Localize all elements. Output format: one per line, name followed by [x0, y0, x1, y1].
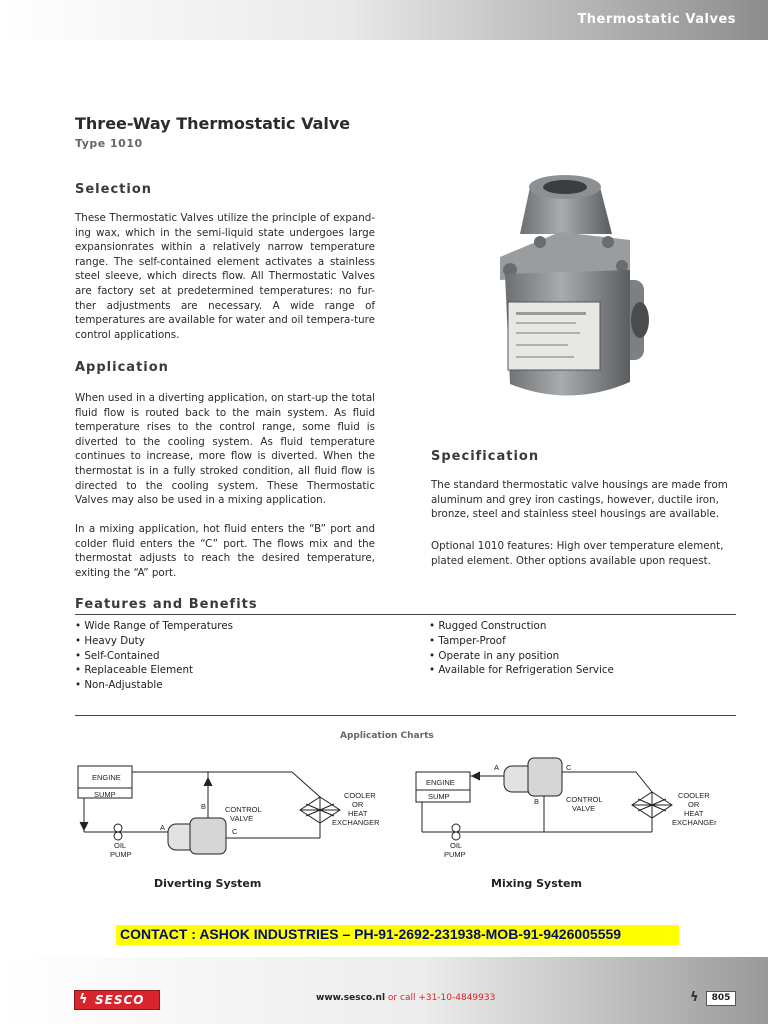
diverting-label: Diverting System [154, 877, 262, 890]
heat-label: HEAT [684, 809, 704, 818]
valve-photo [480, 162, 660, 412]
or-label: OR [352, 800, 364, 809]
charts-divider [75, 715, 736, 716]
oil-label: OIL [114, 841, 127, 850]
port-c-label: C [232, 827, 238, 836]
specification-text-2: Optional 1010 features: High over temperature element, plated element. Other options available upon request. [431, 540, 724, 567]
port-b-label: B [534, 797, 540, 806]
page-subtitle: Type 1010 [75, 137, 143, 150]
page-title: Three-Way Thermostatic Valve [75, 114, 351, 133]
header-bar [0, 0, 768, 40]
control-label: CONTROL [225, 805, 262, 814]
feature-item: • Available for Refrigeration Service [429, 663, 614, 678]
cooler-label: COOLER [678, 791, 710, 800]
features-list-left [75, 619, 233, 693]
control-label: CONTROL [566, 795, 603, 804]
oil-label: OIL [450, 841, 463, 850]
feature-item: • Wide Range of Temperatures [75, 619, 233, 634]
port-c-label: C [566, 763, 572, 772]
features-list-right [429, 619, 614, 678]
application-heading: Application [75, 360, 169, 375]
charts-caption: Application Charts [340, 731, 434, 741]
feature-item: • Heavy Duty [75, 634, 233, 649]
phone-text: or call +31-10-4849933 [387, 993, 496, 1003]
feature-item: • Operate in any position [429, 649, 614, 664]
port-a-label: A [494, 763, 500, 772]
lightning-icon: ϟ [690, 990, 699, 1005]
features-divider [75, 614, 736, 615]
engine-label: ENGINE [92, 773, 121, 782]
heat-label: HEAT [348, 809, 368, 818]
feature-item: • Rugged Construction [429, 619, 614, 634]
application-text-2: In a mixing application, hot fluid enters the “B” port and colder fluid enters the “C” port. The flows mix and the thermostat adjusts to reach the desired temperature, exiting the “A” port. [75, 523, 375, 579]
specification-text-1: The standard thermostatic valve housings are made from aluminum and grey iron castings, however, ductile iron, bronze, steel and stainless steel housings are available. [431, 479, 728, 521]
contact-banner [116, 925, 679, 945]
diverting-diagram [70, 752, 380, 870]
mixing-label: Mixing System [491, 877, 582, 890]
feature-item: • Tamper-Proof [429, 634, 614, 649]
mixing-diagram [410, 752, 722, 870]
logo-text: SESCO [95, 993, 145, 1007]
specification-heading: Specification [431, 449, 540, 464]
page-number: 805 [706, 991, 736, 1006]
features-heading: Features and Benefits [75, 597, 258, 612]
page-number-box [690, 990, 736, 1007]
sesco-logo[interactable] [74, 990, 160, 1010]
exchanger-label: EXCHANGEr [672, 818, 717, 827]
website-link[interactable]: www.sesco.nl [316, 993, 386, 1003]
pump-label: PUMP [110, 850, 132, 859]
or-label: OR [688, 800, 700, 809]
valve-label: VALVE [572, 804, 596, 813]
exchanger-label: EXCHANGER [332, 818, 380, 827]
cooler-label: COOLER [344, 791, 376, 800]
valve-label: VALVE [230, 814, 254, 823]
selection-text: These Thermostatic Valves utilize the principle of expand-ing wax, which in the semi-liquid state undergoes large expansionrates within a relatively narrow temperature range. The self-contained element activates a stainless steel sleeve, which directs flow. All Thermostatic Valves are factory set at predetermined temperatures: no fur-ther adjustments are necessary. A wide range of temperatures are available for water and oil tempera-ture control applications. [75, 212, 375, 341]
pump-label: PUMP [444, 850, 466, 859]
contact-text: CONTACT : ASHOK INDUSTRIES – PH-91-2692-231938-MOB-91-9426005559 [120, 926, 622, 942]
port-b-label: B [201, 802, 207, 811]
footer-contact [316, 993, 495, 1003]
feature-item: • Replaceable Element [75, 663, 233, 678]
feature-item: • Self-Contained [75, 649, 233, 664]
feature-item: • Non-Adjustable [75, 678, 233, 693]
engine-label: ENGINE [426, 778, 455, 787]
sump-label: SUMP [428, 792, 450, 801]
sump-label: SUMP [94, 790, 116, 799]
selection-heading: Selection [75, 182, 153, 197]
port-a-label: A [160, 823, 166, 832]
section-title: Thermostatic Valves [577, 12, 736, 27]
application-text-1: When used in a diverting application, on start-up the total fluid flow is routed back to the main system. As fluid temperature rises to the control range, some fluid is diverted to the cooling system. As fluid temperature continues to increase, more flow is diverted. When the thermostat is in a fully stroked condition, all fluid flow is directed to the cooling system. These Thermostatic Valves may also be used in a mixing application. [75, 392, 375, 507]
lightning-icon: ϟ [79, 992, 88, 1007]
